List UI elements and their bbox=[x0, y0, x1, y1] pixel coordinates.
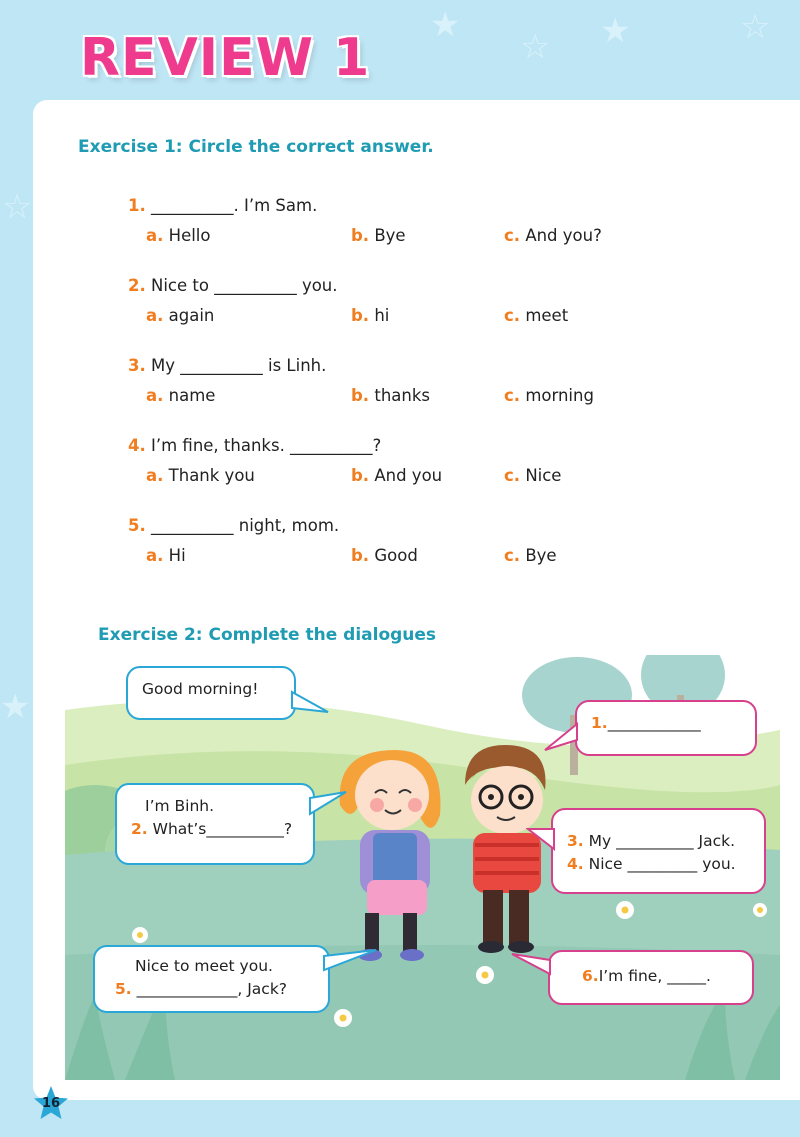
page-title: REVIEW 1 bbox=[80, 28, 371, 88]
background-star-icon: ★ bbox=[0, 687, 31, 727]
bubble-tail bbox=[510, 952, 552, 978]
answer-blank-6[interactable]: I’m fine, _____. bbox=[598, 967, 711, 985]
bubble-tail bbox=[526, 825, 556, 855]
option-c[interactable]: c. morning bbox=[504, 386, 594, 405]
answer-blank-2[interactable]: What’s__________? bbox=[152, 820, 293, 839]
blank-number: 2. bbox=[131, 820, 148, 839]
speech-bubble-answer-6 bbox=[548, 950, 754, 1005]
option-b[interactable]: b. And you bbox=[351, 466, 443, 485]
speech-bubble-good-morning bbox=[126, 666, 296, 720]
option-a[interactable]: a. again bbox=[146, 306, 215, 325]
question-text: Nice to __________ you. bbox=[151, 276, 338, 295]
question-number: 5. bbox=[128, 516, 146, 535]
question-text: __________ night, mom. bbox=[151, 516, 340, 535]
question-number: 1. bbox=[128, 196, 146, 215]
blank-number: 6. bbox=[582, 967, 599, 985]
bubble-text: Nice to meet you. bbox=[135, 957, 273, 975]
question-text: My __________ is Linh. bbox=[151, 356, 327, 375]
question-number: 4. bbox=[128, 436, 146, 455]
option-b[interactable]: b. Bye bbox=[351, 226, 406, 245]
answer-blank-3[interactable]: My __________ Jack. bbox=[588, 832, 736, 850]
background-star-icon: ☆ bbox=[520, 27, 551, 67]
speech-bubble-jack bbox=[551, 808, 766, 894]
option-a[interactable]: a. Hello bbox=[146, 226, 211, 245]
bubble-tail bbox=[308, 790, 348, 820]
bubble-text: Good morning! bbox=[142, 680, 259, 698]
blank-number: 5. bbox=[115, 980, 132, 999]
background-star-icon: ☆ bbox=[740, 7, 771, 47]
blank-number: 4. bbox=[567, 855, 584, 874]
exercise-1-heading: Exercise 1: Circle the correct answer. bbox=[78, 137, 434, 157]
option-c[interactable]: c. Nice bbox=[504, 466, 562, 485]
bubble-tail bbox=[543, 722, 579, 752]
option-a[interactable]: a. Thank you bbox=[146, 466, 255, 485]
option-a[interactable]: a. Hi bbox=[146, 546, 186, 565]
option-b[interactable]: b. Good bbox=[351, 546, 418, 565]
question-number: 3. bbox=[128, 356, 146, 375]
question-number: 2. bbox=[128, 276, 146, 295]
blank-number: 1. bbox=[591, 714, 608, 732]
option-b[interactable]: b. hi bbox=[351, 306, 390, 325]
blank-number: 3. bbox=[567, 832, 584, 850]
exercise-2-heading: Exercise 2: Complete the dialogues bbox=[98, 625, 437, 645]
answer-blank-1[interactable]: ____________ bbox=[607, 714, 701, 732]
answer-blank-5[interactable]: _____________, Jack? bbox=[136, 980, 288, 999]
speech-bubble-binh bbox=[115, 783, 315, 865]
background-star-icon: ★ bbox=[430, 5, 461, 45]
background-star-icon: ☆ bbox=[2, 187, 33, 227]
question-text: __________. I’m Sam. bbox=[151, 196, 318, 215]
answer-blank-4[interactable]: Nice _________ you. bbox=[588, 855, 736, 874]
option-c[interactable]: c. And you? bbox=[504, 226, 602, 245]
page-number: 16 bbox=[41, 1095, 61, 1111]
bubble-text: I’m Binh. bbox=[145, 797, 215, 815]
bubble-tail bbox=[322, 948, 378, 973]
question-text: I’m fine, thanks. __________? bbox=[151, 436, 382, 455]
background-star-icon: ★ bbox=[600, 11, 631, 51]
speech-bubble-answer-1 bbox=[575, 700, 757, 756]
option-b[interactable]: b. thanks bbox=[351, 386, 430, 405]
option-a[interactable]: a. name bbox=[146, 386, 216, 405]
page-number-badge bbox=[33, 1085, 69, 1121]
bubble-tail bbox=[290, 690, 330, 715]
option-c[interactable]: c. Bye bbox=[504, 546, 557, 565]
speech-bubble-nice-to-meet bbox=[93, 945, 330, 1013]
option-c[interactable]: c. meet bbox=[504, 306, 569, 325]
